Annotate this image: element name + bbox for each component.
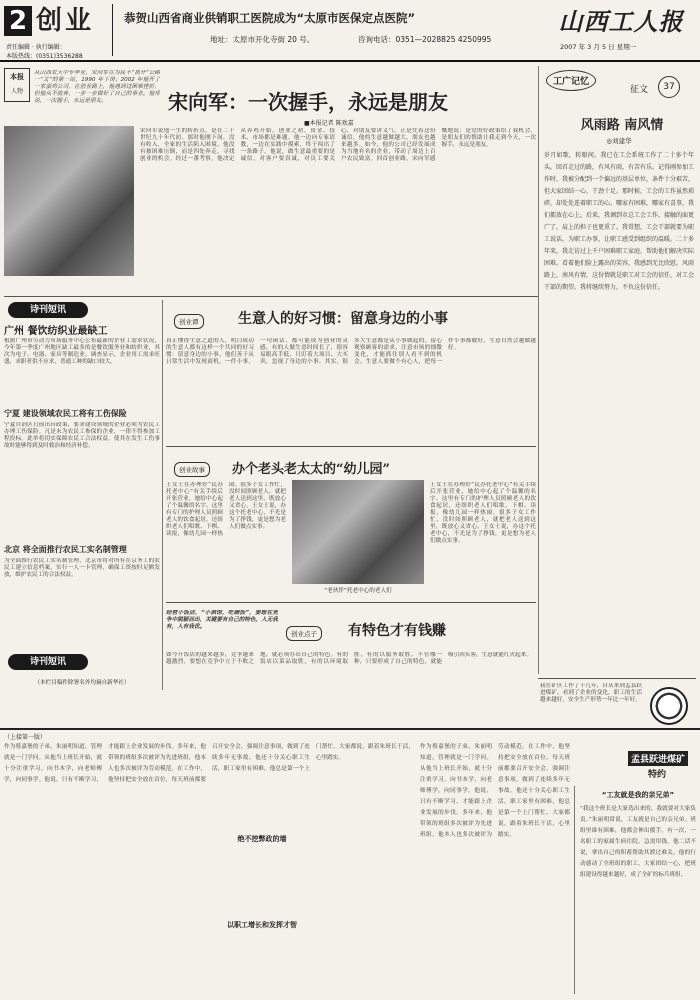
hotline: 本版热线：(0351)3536288	[6, 53, 83, 60]
sidebar-item-2-body: 宁夏自治区日前出台政策，要求建设领域的企业必须为农民工办理工伤保险。凡是未为农民工参保的企业，一律不得参加工程投标。此举将切实保障农民工合法权益，使其在发生工伤事故时能够得到及时救治和经济补偿。	[4, 422, 160, 449]
ad-tagline: 特约	[648, 770, 667, 780]
article3-body: 如今开饭店的越来越多，竞争越来越激烈，要想在竞争中立于不败之地，就必须办出自己的特色。有的饭店以菜品取胜，有的以环境取胜，有的以服务取胜。不管哪一种，只要形成了自己的特色，就能吸引回头客，生意就能红火起来。	[166, 652, 532, 665]
column-divider	[538, 66, 539, 674]
article2-headline: 办个老头老太太的“幼儿园”	[232, 462, 390, 477]
feature-headline: 宋向军：一次握手，永远是朋友	[168, 90, 448, 114]
masthead	[0, 0, 700, 60]
bottom-right-title: “工友就是我的亲兄弟”	[601, 791, 675, 799]
sidebar-item-3-body: 为全面推行农民工实名制管理，北京市将对所有在京务工的农民工建立信息档案，实行一人一卡管理，确保工资按时足额发放，维护农民工的合法权益。	[4, 558, 160, 578]
article3-quote: 经营小饭店，“小酒馆，吃碗饭”，要想在竞争中脱颖而出，关键要有自己的特色，人无我有，人有我优。	[166, 610, 278, 630]
continued-label: （上接第一版）	[4, 734, 47, 741]
sidebar-item-1-body: 根据广州市劳动力市场服务中心公布最新的企业工需求状况，今年第一季度广州地区缺工最多的是餐饮服务业和纺织业，其次为电子、电器、家具等制造业。调查显示，企业用工需求旺盛，求职者供不应求，普通工种的缺口较大。	[4, 338, 160, 365]
feature-tag	[4, 68, 30, 102]
article1-brand: 创业谭	[174, 314, 204, 329]
feature-tag-top: 本报	[10, 73, 24, 81]
article2-photo-caption: “老伙伴”托老中心的老人们	[324, 588, 392, 594]
continued-subhead-1: 绝不挖弊政的墙	[212, 834, 312, 844]
continued-subhead-2: 以职工增长和发挥才智	[212, 920, 312, 930]
article3-brand: 创业点子	[286, 626, 322, 641]
ad-intro: 我在矿区工作了十几年，自从来到孟县跃进煤矿，看到了企业的变化，职工的生活越来越好，安全生产形势一年比一年好。	[540, 683, 642, 703]
feature-tag-bottom: 人物	[10, 88, 23, 95]
bottom-divider	[574, 786, 575, 994]
article-rule	[166, 446, 536, 447]
column-series: 征文	[630, 85, 649, 95]
column-body: 岁月如歌，转眼间，我已在工会系统工作了二十多个年头。回首走过的路，有风有雨，有苦有乐。记得刚参加工作时，我被分配到一个偏远的基层单位，条件十分艰苦，但大家团结一心，干劲十足。那时候，工会的工作虽然琐碎，却处处连着职工的心。哪家有困难，哪家有喜事，我们都放在心上。后来，我调到市总工会工作，接触的面更广了，肩上的担子也更重了。我常想，工会干部就要为职工说话，为职工办事，让职工感受到组织的温暖。二十多年来，我走访过上千户困难职工家庭，帮助他们解决实际困难。看着他们脸上露出的笑容，我感到无比欣慰。风雨路上，南风有情，这份情就是职工对工会的信任，对工会干部的期望。我将继续努力，不负这份信任。	[544, 152, 694, 291]
article-daycare	[166, 450, 536, 600]
column-number: 37	[658, 76, 680, 98]
sidebar-title: 诗刊短讯	[8, 302, 88, 318]
feature-body: 宋向军说他一生的转折点，是在二十世纪九十年代初。那时他刚下岗，没有收入，全家的生活陷入困境。他没有被困难压倒，而是四处奔走，寻找创业的机会。经过一番考察，他决定从养鸡开始。创业之初，资金、技术、市场都是难题。他一边向专家请教，一边在实践中摸索，终于闯出了一条路子。他说，做生意最重要的是诚信，对客户要真诚，对员工要关心，对朋友要讲义气。正是凭着这份诚信，他的生意越做越大，朋友也越来越多。如今，他的公司已经发展成为当地有名的企业，带动了周边上百户农民致富。回首创业路，宋向军感慨地说：是党的好政策给了我机会，是朋友们的帮助让我走到今天，一次握手，永远是朋友。	[140, 128, 536, 162]
article2-body-left: 王女士在办理好“民办托老中心”有关手续后开张营业，她给中心起了个温馨的名字。这里有专门的护理人员照顾老人的饮食起居，还组织老人们唱歌、下棋、读报，像幼儿园一样热闹。很多子女工作忙，没时间照顾老人，就把老人送到这里，既放心又省心。王女士说，办这个托老中心，不光是为了挣钱，更是想为老人们做点实事。	[166, 482, 286, 537]
column-title: 风雨路 南风情	[580, 118, 664, 133]
sidebar-item-2-heading: 宁夏 建设领域农民工将有工伤保险	[4, 409, 127, 418]
sidebar-footer-note: （本栏目稿件除署名外均摘自新华社）	[34, 680, 130, 686]
section-rule	[4, 296, 538, 297]
column-author: ◎刘建华	[606, 137, 632, 145]
paper-logo: 山西工人报	[558, 7, 684, 36]
bottom-right-body: “我这个班长是大家选出来的，我就要对大家负责。”朱丽明常说，工友就是自己的亲兄弟。班组里谁有困难，他都会伸出援手。有一次，一名职工的家属生病住院，急需用钱，他二话不说，拿出自己的积蓄帮助其渡过难关。他的行动感动了全班组的职工，大家团结一心，把班组建设得越来越好，成了全矿的标兵班组。	[580, 806, 696, 878]
feature-byline: ■本报记者 陈欢嘉	[304, 120, 354, 127]
column-brand: 工广记忆	[546, 70, 596, 91]
continued-body-2: 作为蔡嘉堡的子弟，朱丽明知道，管理就是一门学问。从他当上班长开始，就十分注重学习，向书本学，向老师傅学，向同事学。他说，只有不断学习，才能跟上企业发展的步伐。多年来，他带领的班组多次被评为先进班组，他本人也多次被评为劳动模范。在工作中，他坚持把安全放在首位，每天班前都要召开安全会，强调注意事项，做到了连续多年无事故。他还十分关心职工生活，职工家里有困难，他总是第一个上门帮忙。大家都说，跟着朱班长干活，心里踏实。	[420, 744, 570, 838]
editor-credit: 责任编辑 · 执行编辑：	[6, 44, 66, 51]
divider	[112, 4, 113, 56]
issue-date: 2007 年 3 月 5 日 星期一	[560, 43, 637, 51]
mine-logo-icon	[650, 687, 688, 725]
ad-headline: 恭贺山西省商业供销职工医院成为“太原市医保定点医院”	[124, 11, 416, 25]
sidebar-item-1-heading: 广州 餐饮纺织业最缺工	[4, 326, 108, 337]
article2-brand: 创业故事	[174, 462, 210, 477]
article-specialty	[166, 606, 536, 726]
article2-photo	[292, 480, 424, 584]
article1-body: 真正懂得生意之道的人，明白成功的生意人都有这样一个共同的好习惯：留意身边的小事。他们善于从日常生活中发现商机，一件小事，一句闲话，都可能成为创业的灵感。有的人做生意时间长了，很容易眼高手低，只盯着大项目、大买卖，忽视了身边的小事。其实，很多大生意都是从小事做起的。留心观察顾客的需求，注意市场的细微变化，才能抓住别人看不到的机会。生意人要做个有心人，把每一件小事都做好，生意自然会越做越好。	[166, 338, 536, 365]
news-sidebar	[4, 300, 160, 700]
bottom-rule	[0, 728, 700, 730]
sidebar-item-3-heading: 北京 将全面推行农民工实名制管理	[4, 545, 127, 554]
feature-photo	[4, 126, 134, 276]
sidebar-footer-title: 诗刊短讯	[8, 654, 88, 670]
masthead-rule	[0, 60, 700, 62]
page-number: 2	[4, 6, 32, 36]
column-essay	[542, 66, 696, 676]
article-rule-2	[166, 602, 536, 603]
sidebar-divider	[162, 300, 163, 690]
continued-body: 作为蔡嘉堡的子弟，朱丽明知道，管理就是一门学问。从他当上班长开始，就十分注重学习，向书本学，向老师傅学，向同事学。他说，只有不断学习，才能跟上企业发展的步伐。多年来，他带领的班组多次被评为先进班组，他本人也多次被评为劳动模范。在工作中，他坚持把安全放在首位，每天班前都要召开安全会，强调注意事项，做到了连续多年无事故。他还十分关心职工生活，职工家里有困难，他总是第一个上门帮忙。大家都说，跟着朱班长干活，心里踏实。	[4, 744, 414, 783]
article2-body-right: 王女士在办理好“民办托老中心”有关手续后开张营业，她给中心起了个温馨的名字。这里有专门的护理人员照顾老人的饮食起居，还组织老人们唱歌、下棋、读报，像幼儿园一样热闹。很多子女工作忙，没时间照顾老人，就把老人送到这里，既放心又省心。王女士说，办这个托老中心，不光是为了挣钱，更是想为老人们做点实事。	[430, 482, 536, 544]
section-title: 创业	[36, 6, 95, 36]
ad-address: 地址：太原市开化寺街 20 号。	[210, 35, 315, 44]
article3-headline: 有特色才有钱赚	[348, 623, 446, 639]
feature-intro: 从山西农大中专毕业，宋向军在为民不“离开”公路一“又”的第一站，1990 年下岗；2002 年他开了一家蛋鸡公司，在创业路上，他遇到过困难挫折，但他从不放弃，一步一步做好了自己的事业。他常说，一次握手，永远是朋友。	[34, 70, 160, 104]
article-habits	[166, 300, 536, 444]
article1-headline: 生意人的好习惯：留意身边的小事	[238, 311, 448, 327]
ad-phone: 咨询电话：0351—2028825 4250995	[358, 35, 492, 44]
ad-company: 孟县跃进煤矿	[628, 751, 688, 766]
feature-article	[4, 68, 536, 292]
